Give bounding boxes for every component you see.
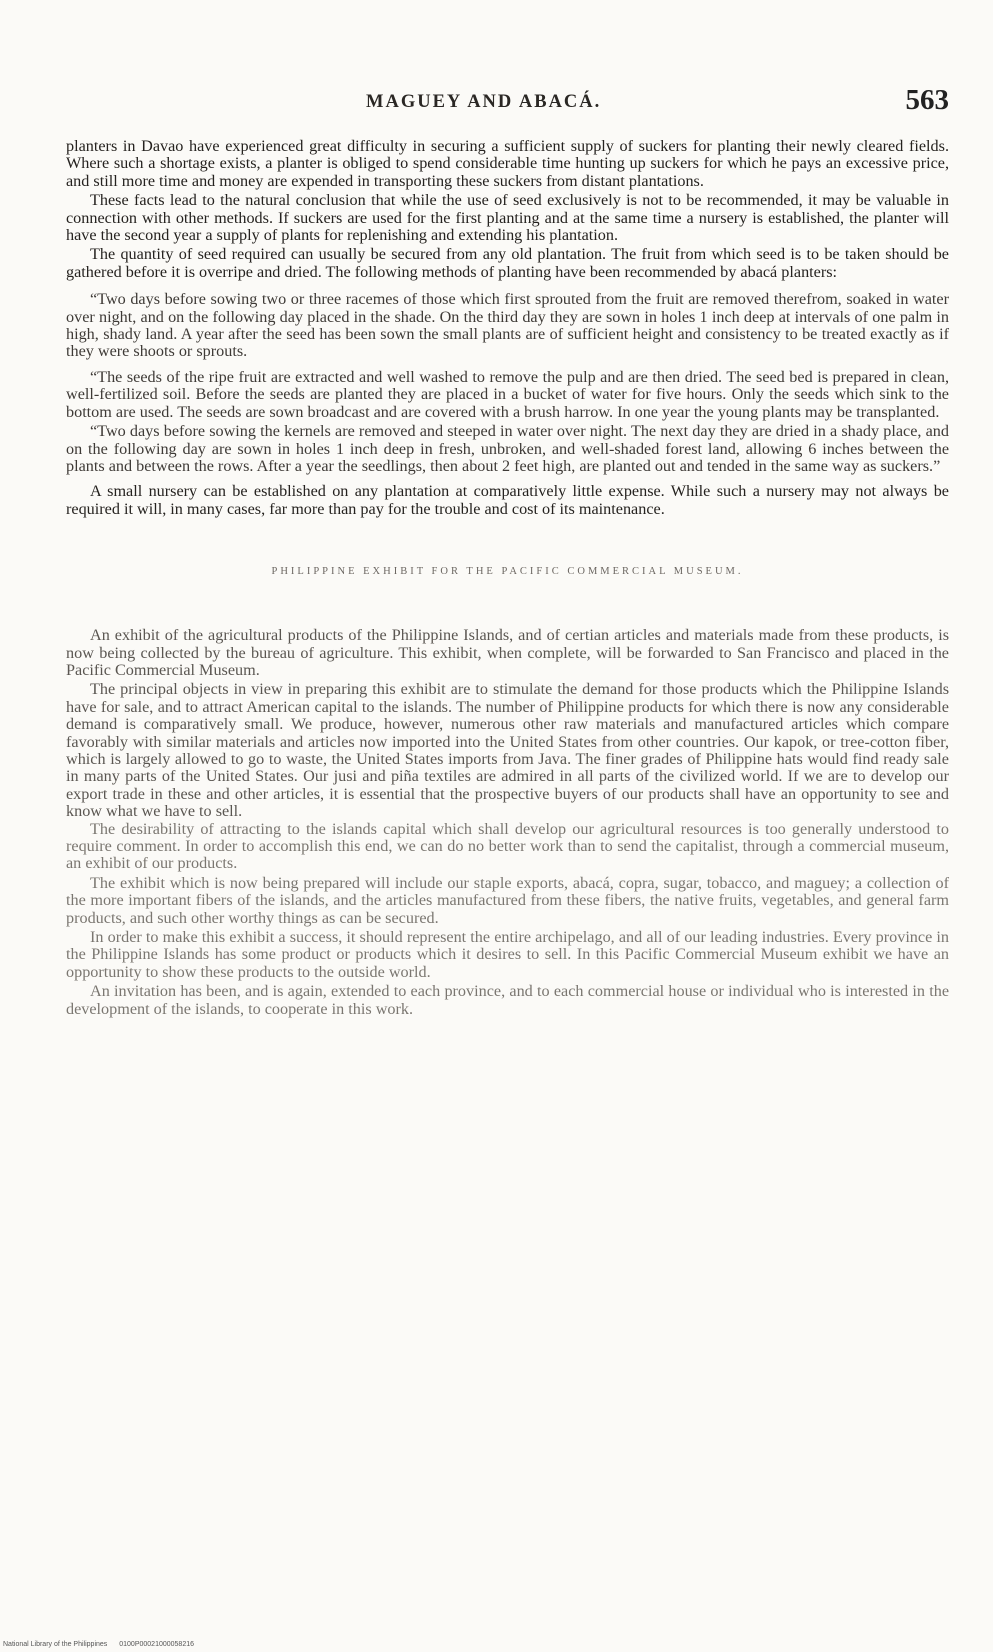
- section-body: [66, 627, 949, 820]
- quoted-paragraph: “Two days before sowing the kernels are removed and steeped in water over night. The next day they are dried in a shady place, and on the following day are sown in holes 1 inch deep in fresh, unbroken, and well-shaded forest land, allowing 6 inches between the plants and between the rows. After a year the seedlings, then about 2 feet high, are planted out and tended in the same way as suckers.”: [66, 422, 949, 475]
- paragraph: planters in Davao have experienced great difficulty in securing a sufficient supply of suckers for planting their newly cleared fields. Where such a shortage exists, a planter is obliged to spend considerable time hunting up suckers for which he pays an excessive price, and still more time and money are expended in transporting these suckers from distant plantations.: [66, 137, 949, 190]
- paragraph: The desirability of attracting to the islands capital which shall develop our agricultural resources is too generally understood to require comment. In order to accomplish this end, we can do no better work than to send the capitalist, through a commercial museum, an exhibit of our products.: [66, 819, 949, 873]
- section-heading: PHILIPPINE EXHIBIT FOR THE PACIFIC COMMERCIAL MUSEUM.: [271, 566, 744, 578]
- paragraph: These facts lead to the natural conclusion that while the use of seed exclusively is not to be recommended, it may be valuable in connection with other methods. If suckers are used for the first planting and at the same time a nursery is established, the planter will have the second year a supply of plants for replenishing and extending his plantation.: [66, 191, 949, 245]
- paragraph: The exhibit which is now being prepared will include our staple exports, abacá, copra, sugar, tobacco, and maguey; a collection of the more important fibers of the islands, and the articles manufactured from these fibers, the native fruits, vegetables, and general farm products, and such other worthy things as can be secured.: [66, 873, 949, 927]
- quoted-paragraph: “The seeds of the ripe fruit are extracted and well washed to remove the pulp and are then dried. The seed bed is prepared in clean, well-fertilized soil. Before the seeds are planted they are placed in a bucket of water for five hours. Only the seeds which sink to the bottom are used. The seeds are sown broadcast and are covered with a brush harrow. In one year the young plants may be transplanted.: [66, 367, 949, 421]
- paragraph: An invitation has been, and is again, extended to each province, and to each commercial house or individual who is interested in the development of the islands, to cooperate in this work.: [66, 982, 949, 1018]
- footer-code: 0100P00021000058216: [119, 1641, 194, 1648]
- paragraph: The principal objects in view in preparing this exhibit are to stimulate the demand for those products which the Philippine Islands have for sale, and to attract American capital to the islands. The number of Philippine products for which there is now any considerable demand is comparatively small. We produce, however, numerous other raw materials and manufactured articles which compare favorably with similar materials and articles now imported into the United States from other countries. Our kapok, or tree-cotton fiber, which is largely allowed to go to waste, the United States imports from Java. The finer grades of Philippine hats would find ready sale in many parts of the United States. Our jusi and piña textiles are admired in all parts of the civilized world. If we are to develop our export trade in these and other articles, it is essential that the prospective buyers of our products shall have an opportunity to see and know what we have to sell.: [66, 680, 949, 821]
- section-body-continued: [66, 821, 949, 1018]
- page-number: 563: [905, 84, 949, 116]
- page-body: [66, 138, 949, 1018]
- running-head: MAGUEY AND ABACÁ.: [366, 92, 602, 112]
- footer-library: National Library of the Philippines: [3, 1641, 108, 1648]
- paragraph: In order to make this exhibit a success, it should represent the entire archipelago, and all of our leading industries. Every province in the Philippine Islands has some product or products which it desires to sell. In this Pacific Commercial Museum exhibit we have an opportunity to show these products to the outside world.: [66, 928, 949, 981]
- paragraph: A small nursery can be established on any plantation at comparatively little expense. While such a nursery may not always be required it will, in many cases, far more than pay for the trouble and cost of its maintenance.: [66, 482, 949, 518]
- scan-footer: [3, 1641, 204, 1648]
- page-header: [66, 84, 949, 124]
- paragraph: An exhibit of the agricultural products of the Philippine Islands, and of certian articles and materials made from these products, is now being collected by the bureau of agriculture. This exhibit, when complete, will be forwarded to San Francisco and placed in the Pacific Commercial Museum.: [66, 626, 949, 679]
- paragraph: The quantity of seed required can usually be secured from any old plantation. The fruit from which seed is to be taken should be gathered before it is overripe and dried. The following methods of planting have been recommended by abacá planters:: [66, 245, 949, 281]
- quoted-paragraph: “Two days before sowing two or three racemes of those which first sprouted from the fruit are removed therefrom, soaked in water over night, and on the following day placed in the shade. On the third day they are sown in holes 1 inch deep at intervals of one palm in high, shady land. A year after the seed has been sown the small plants are of sufficient height and consistency to be treated exactly as if they were shoots or sprouts.: [66, 290, 949, 361]
